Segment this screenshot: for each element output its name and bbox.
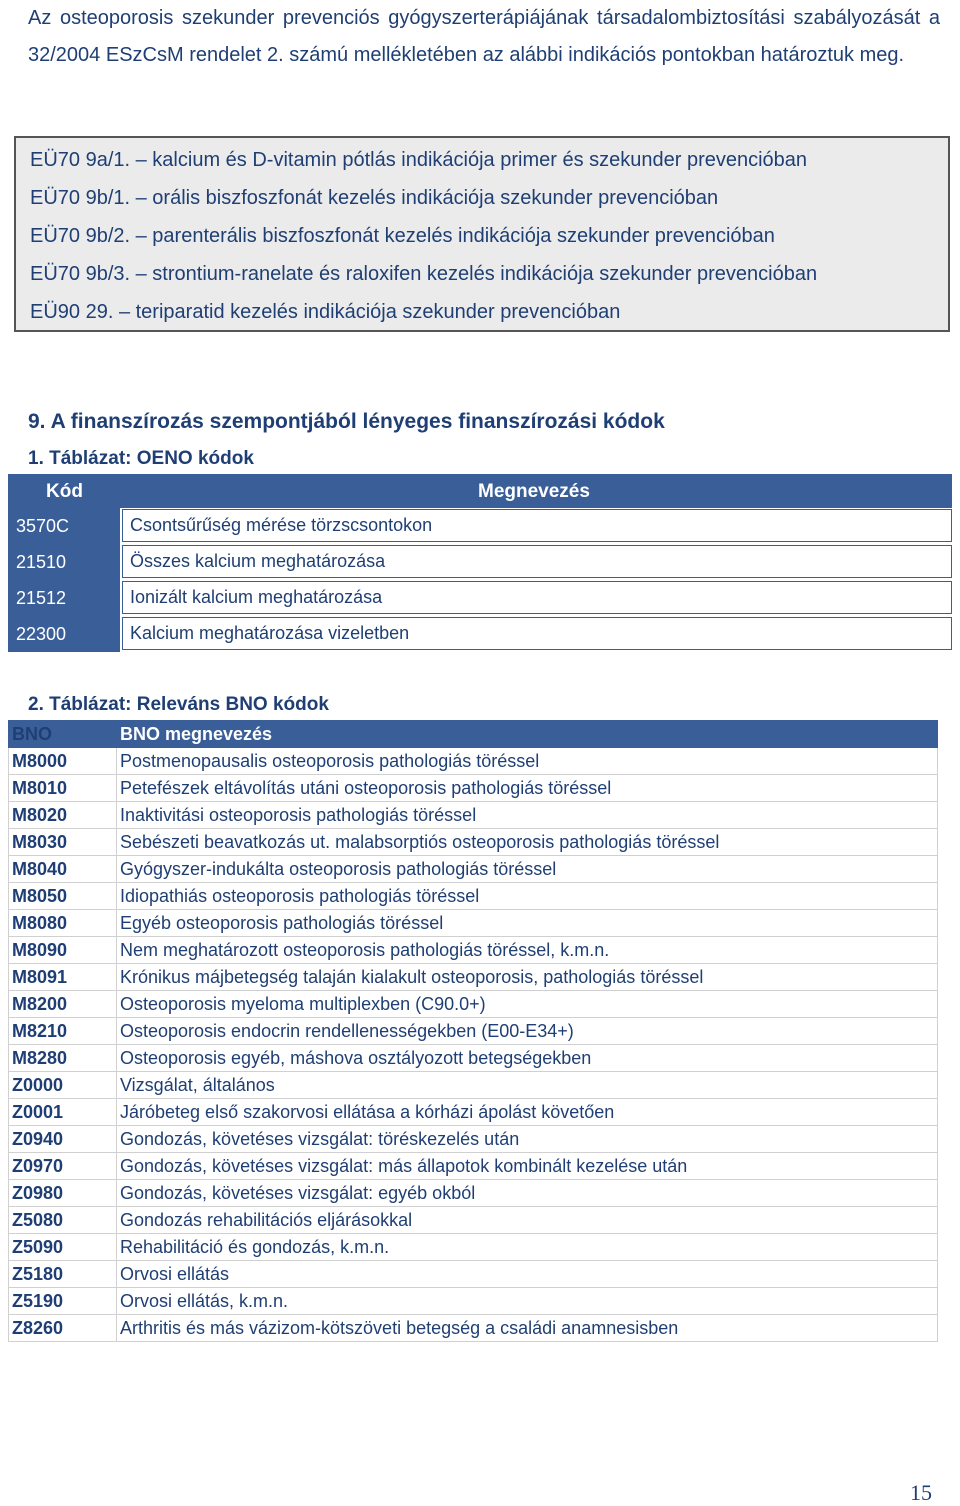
- bno-code-cell: M8200: [9, 991, 117, 1018]
- bno-code-cell: M8210: [9, 1018, 117, 1045]
- table-row: [9, 1072, 938, 1099]
- bno-name-cell: Nem meghatározott osteoporosis pathologiás töréssel, k.m.n.: [117, 937, 938, 964]
- table-row: [9, 1153, 938, 1180]
- bno-name-cell: Vizsgálat, általános: [117, 1072, 938, 1099]
- table-row: [9, 910, 938, 937]
- bno-table: [8, 720, 938, 1342]
- bno-code-cell: Z0980: [9, 1180, 117, 1207]
- table-row: [9, 1180, 938, 1207]
- bno-name-cell: Sebészeti beavatkozás ut. malabsorptiós osteoporosis pathologiás töréssel: [117, 829, 938, 856]
- bno-code-cell: M8050: [9, 883, 117, 910]
- oeno-name-cell: Összes kalcium meghatározása: [122, 545, 952, 578]
- table-row: [9, 1234, 938, 1261]
- bno-code-cell: Z0970: [9, 1153, 117, 1180]
- bno-code-cell: M8280: [9, 1045, 117, 1072]
- bno-name-cell: Krónikus májbetegség talaján kialakult osteoporosis, pathologiás töréssel: [117, 964, 938, 991]
- bno-name-cell: Postmenopausalis osteoporosis pathologiás töréssel: [117, 748, 938, 775]
- table-row: [9, 937, 938, 964]
- bno-name-cell: Osteoporosis endocrin rendellenességekben (E00-E34+): [117, 1018, 938, 1045]
- oeno-header-name: Megnevezés: [478, 481, 590, 502]
- bno-name-cell: Gyógyszer-indukálta osteoporosis pathologiás töréssel: [117, 856, 938, 883]
- indication-line: EÜ70 9b/2. – parenterális biszfoszfonát kezelés indikációja szekunder prevencióban: [30, 225, 775, 247]
- table1-caption: 1. Táblázat: OENO kódok: [28, 448, 254, 469]
- table-row: [9, 856, 938, 883]
- bno-name-cell: Gondozás, követéses vizsgálat: töréskezelés után: [117, 1126, 938, 1153]
- bno-name-cell: Járóbeteg első szakorvosi ellátása a kórházi ápolást követően: [117, 1099, 938, 1126]
- table-row: [9, 775, 938, 802]
- table-row: [9, 991, 938, 1018]
- bno-code-cell: M8080: [9, 910, 117, 937]
- table-row: [9, 1288, 938, 1315]
- bno-code-cell: M8030: [9, 829, 117, 856]
- table-row: [9, 748, 938, 775]
- table-row: [9, 1018, 938, 1045]
- bno-name-cell: Orvosi ellátás, k.m.n.: [117, 1288, 938, 1315]
- oeno-table-header: [8, 474, 952, 508]
- table-row: [9, 1126, 938, 1153]
- bno-code-cell: Z8260: [9, 1315, 117, 1342]
- indication-box: [14, 136, 950, 332]
- bno-name-cell: Rehabilitáció és gondozás, k.m.n.: [117, 1234, 938, 1261]
- bno-name-cell: Inaktivitási osteoporosis pathologiás töréssel: [117, 802, 938, 829]
- bno-name-cell: Gondozás, követéses vizsgálat: más állapotok kombinált kezelése után: [117, 1153, 938, 1180]
- bno-code-cell: M8091: [9, 964, 117, 991]
- table2-caption: 2. Táblázat: Releváns BNO kódok: [28, 694, 329, 715]
- oeno-name-cell: Csontsűrűség mérése törzscsontokon: [122, 509, 952, 542]
- section-title: 9. A finanszírozás szempontjából lényeges finanszírozási kódok: [28, 410, 665, 433]
- bno-code-cell: Z5080: [9, 1207, 117, 1234]
- table-row: [8, 544, 952, 580]
- bno-code-cell: M8000: [9, 748, 117, 775]
- indication-line: EÜ70 9a/1. – kalcium és D-vitamin pótlás indikációja primer és szekunder prevencióban: [30, 149, 808, 171]
- table-row: [9, 883, 938, 910]
- oeno-code-cell: 21510: [8, 544, 120, 580]
- bno-code-cell: M8010: [9, 775, 117, 802]
- oeno-name-cell: Ionizált kalcium meghatározása: [122, 581, 952, 614]
- intro-paragraph: [28, 0, 940, 74]
- oeno-code-cell: 21512: [8, 580, 120, 616]
- bno-name-cell: Idiopathiás osteoporosis pathologiás töréssel: [117, 883, 938, 910]
- bno-header-code: BNO: [9, 721, 117, 748]
- oeno-header-code: Kód: [46, 481, 83, 502]
- bno-code-cell: M8040: [9, 856, 117, 883]
- bno-code-cell: Z5180: [9, 1261, 117, 1288]
- bno-name-cell: Orvosi ellátás: [117, 1261, 938, 1288]
- table-row: [9, 1045, 938, 1072]
- table-row: [9, 964, 938, 991]
- table-row: [8, 580, 952, 616]
- bno-name-cell: Osteoporosis egyéb, máshova osztályozott betegségekben: [117, 1045, 938, 1072]
- bno-code-cell: Z5190: [9, 1288, 117, 1315]
- bno-name-cell: Osteoporosis myeloma multiplexben (C90.0+): [117, 991, 938, 1018]
- bno-name-cell: Arthritis és más vázizom-kötszöveti betegség a családi anamnesisben: [117, 1315, 938, 1342]
- table-row: [9, 1207, 938, 1234]
- oeno-table: [8, 474, 952, 652]
- bno-name-cell: Petefészek eltávolítás utáni osteoporosis pathologiás töréssel: [117, 775, 938, 802]
- bno-name-cell: Gondozás, követéses vizsgálat: egyéb okból: [117, 1180, 938, 1207]
- indication-line: EÜ90 29. – teriparatid kezelés indikációja szekunder prevencióban: [30, 301, 621, 323]
- table-row: [9, 829, 938, 856]
- table-row: [9, 1261, 938, 1288]
- oeno-name-cell: Kalcium meghatározása vizeletben: [122, 617, 952, 650]
- indication-line: EÜ70 9b/1. – orális biszfoszfonát kezelés indikációja szekunder prevencióban: [30, 187, 719, 209]
- table-row: [9, 802, 938, 829]
- bno-code-cell: Z0940: [9, 1126, 117, 1153]
- table-row: [9, 1315, 938, 1342]
- table-row: [9, 1099, 938, 1126]
- page-number: 15: [910, 1480, 932, 1505]
- bno-header-name: BNO megnevezés: [117, 721, 938, 748]
- bno-table-header: [9, 721, 938, 748]
- table-row: [8, 508, 952, 544]
- bno-code-cell: Z0000: [9, 1072, 117, 1099]
- bno-code-cell: Z5090: [9, 1234, 117, 1261]
- bno-name-cell: Egyéb osteoporosis pathologiás töréssel: [117, 910, 938, 937]
- intro-text: Az osteoporosis szekunder prevenciós gyógyszerterápiájának társadalombiztosítási szabályozását a 32/2004 ESzCsM rendelet 2. számú mellékletében az alábbi indikációs pontokban határoztuk meg.: [28, 7, 940, 66]
- oeno-code-cell: 3570C: [8, 508, 120, 544]
- bno-code-cell: M8020: [9, 802, 117, 829]
- oeno-code-cell: 22300: [8, 616, 120, 652]
- bno-name-cell: Gondozás rehabilitációs eljárásokkal: [117, 1207, 938, 1234]
- bno-code-cell: Z0001: [9, 1099, 117, 1126]
- bno-code-cell: M8090: [9, 937, 117, 964]
- table-row: [8, 616, 952, 652]
- indication-line: EÜ70 9b/3. – strontium-ranelate és raloxifen kezelés indikációja szekunder prevencióban: [30, 263, 818, 285]
